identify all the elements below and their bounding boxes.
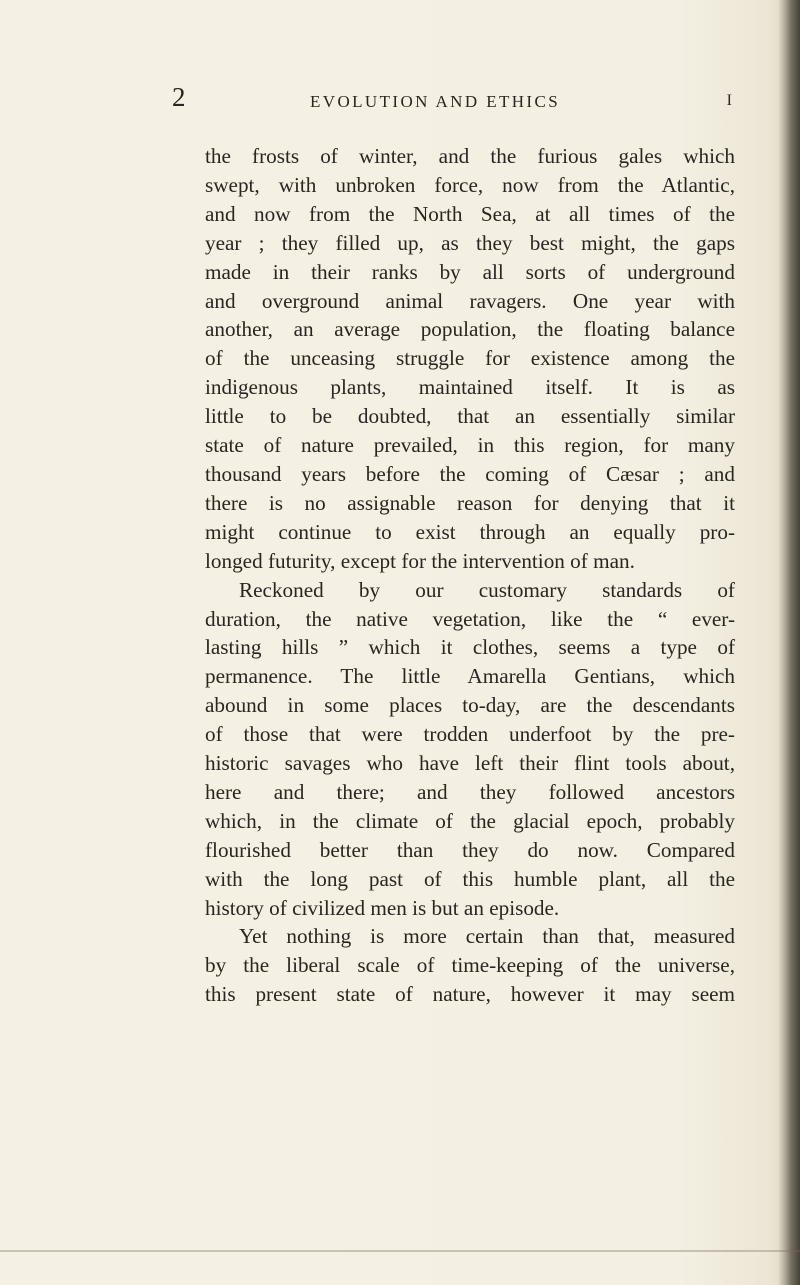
text-line: and now from the North Sea, at all times of the [205, 201, 735, 226]
text-line: there is no assignable reason for denying that it [205, 490, 735, 515]
text-line: thousand years before the coming of Cæsar ; and [205, 461, 735, 486]
text-line: state of nature prevailed, in this region, for many [205, 433, 735, 458]
text-line: of those that were trodden underfoot by the pre- [205, 722, 735, 747]
page-bottom-edge [0, 1250, 800, 1252]
text-line: indigenous plants, maintained itself. It is as [205, 375, 735, 400]
text-line: historic savages who have left their flint tools about, [205, 751, 735, 776]
text-line: of the unceasing struggle for existence among the [205, 346, 735, 371]
text-line: Reckoned by our customary standards of [239, 577, 735, 602]
text-line: permanence. The little Amarella Gentians, which [205, 664, 735, 689]
text-line: year ; they filled up, as they best might, the gaps [205, 230, 735, 255]
running-header [172, 82, 732, 118]
text-line: by the liberal scale of time-keeping of the universe, [205, 953, 735, 978]
page-gutter-shadow [778, 0, 800, 1285]
text-line: little to be doubted, that an essentially similar [205, 404, 735, 429]
text-line: swept, with unbroken force, now from the Atlantic, [205, 172, 735, 197]
text-line: which, in the climate of the glacial epoch, probably [205, 808, 735, 833]
text-line: Yet nothing is more certain than that, measured [239, 924, 735, 949]
text-line: made in their ranks by all sorts of underground [205, 259, 735, 284]
text-line: longed futurity, except for the intervention of man. [205, 548, 635, 573]
text-line: the frosts of winter, and the furious gales which [205, 144, 735, 168]
text-line: here and there; and they followed ancestors [205, 779, 735, 804]
text-line: and overground animal ravagers. One year with [205, 288, 735, 313]
running-title: EVOLUTION AND ETHICS [310, 92, 561, 111]
text-line: might continue to exist through an equally pro- [205, 519, 735, 544]
text-line: another, an average population, the floating balance [205, 317, 735, 342]
text-line: with the long past of this humble plant, all the [205, 866, 735, 891]
chapter-numeral: I [726, 92, 732, 109]
text-line: duration, the native vegetation, like the “ ever- [205, 606, 735, 631]
page-number: 2 [172, 82, 186, 112]
body-text [205, 142, 735, 1009]
text-line: lasting hills ” which it clothes, seems a type of [205, 635, 735, 660]
text-line: this present state of nature, however it may seem [205, 982, 735, 1007]
text-line: flourished better than they do now. Compared [205, 837, 735, 862]
text-line: history of civilized men is but an episode. [205, 895, 560, 920]
text-line: abound in some places to-day, are the descendants [205, 693, 735, 718]
